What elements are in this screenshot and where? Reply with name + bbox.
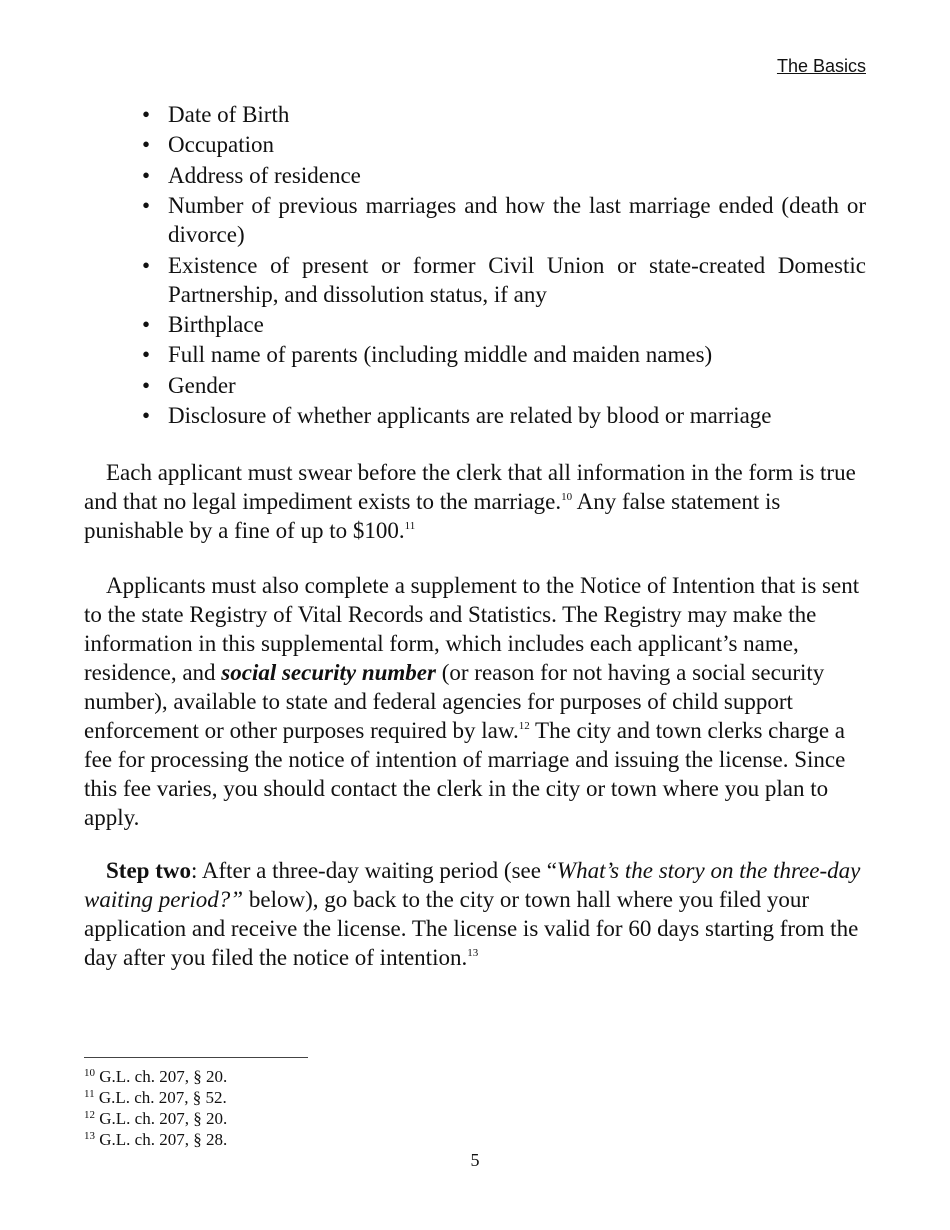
list-item: • Occupation: [168, 130, 866, 159]
step-two-paragraph: [84, 856, 874, 972]
footnote-divider: [84, 1057, 308, 1058]
footnote-text: G.L. ch. 207, § 20.: [95, 1067, 228, 1086]
footnote: [84, 1087, 227, 1108]
paragraph-text: : After a three-day waiting period (see “: [190, 858, 557, 883]
list-item: • Birthplace: [168, 310, 866, 339]
footnotes: [84, 1066, 227, 1150]
list-item: • Gender: [168, 371, 866, 400]
footnote-ref[interactable]: 13: [467, 947, 479, 959]
footnote-number: 12: [84, 1109, 95, 1121]
list-item: • Date of Birth: [168, 100, 866, 129]
list-item: • Existence of present or former Civil Union or state-created Domestic Partnership, and dissolution status, if any: [168, 251, 866, 309]
supplement-paragraph: [84, 571, 874, 832]
footnote-text: G.L. ch. 207, § 28.: [95, 1130, 228, 1149]
footnote-ref[interactable]: 10: [561, 491, 573, 503]
paragraph-text: The city and town clerks charge a fee for processing the notice of intention of marriage and issuing the license. Since this fee varies, you should contact the clerk in the city or town where you plan to apply.: [84, 718, 846, 830]
paragraph-text: (or reason for not having a social security number), available to state and federal agencies for purposes of child support enforcement or other purposes required by law.: [84, 660, 825, 743]
footnote-ref[interactable]: 11: [404, 520, 416, 532]
required-info-list: [84, 100, 866, 432]
footnote-text: G.L. ch. 207, § 20.: [95, 1109, 228, 1128]
list-item: • Number of previous marriages and how the last marriage ended (death or divorce): [168, 191, 866, 249]
oath-paragraph: [84, 458, 874, 545]
footnote: [84, 1129, 227, 1150]
paragraph-text: Each applicant must swear before the clerk that all information in the form is true and that no legal impediment exists to the marriage.: [84, 460, 856, 514]
paragraph-text: below), go back to the city or town hall where you filed your application and receive the license. The license is valid for 60 days starting from the day after you filed the notice of intention.: [84, 887, 859, 970]
page-number: 5: [470, 1150, 480, 1170]
paragraph-text: Any false statement is punishable by a fine of up to $100.: [84, 489, 781, 543]
footnote: [84, 1066, 227, 1087]
list-item: • Address of residence: [168, 161, 866, 190]
section-header-link[interactable]: The Basics: [776, 56, 866, 76]
list-item: • Full name of parents (including middle and maiden names): [168, 340, 866, 369]
emphasis-text: social security number: [221, 660, 436, 685]
footnote-ref[interactable]: 12: [518, 720, 530, 732]
footnote-number: 13: [84, 1130, 95, 1142]
step-heading: Step two: [106, 858, 191, 883]
footnote-number: 11: [84, 1088, 95, 1100]
list-item: • Disclosure of whether applicants are related by blood or marriage: [168, 401, 866, 430]
footnote: [84, 1108, 227, 1129]
footnote-number: 10: [84, 1067, 95, 1079]
cross-reference: What’s the story on the three-day waiting period?”: [84, 858, 861, 912]
paragraph-text: Applicants must also complete a supplement to the Notice of Intention that is sent to the state Registry of Vital Records and Statistics. The Registry may make the information in this supplemental form, which includes each applicant’s name, residence, and: [84, 573, 860, 685]
footnote-text: G.L. ch. 207, § 52.: [94, 1088, 227, 1107]
